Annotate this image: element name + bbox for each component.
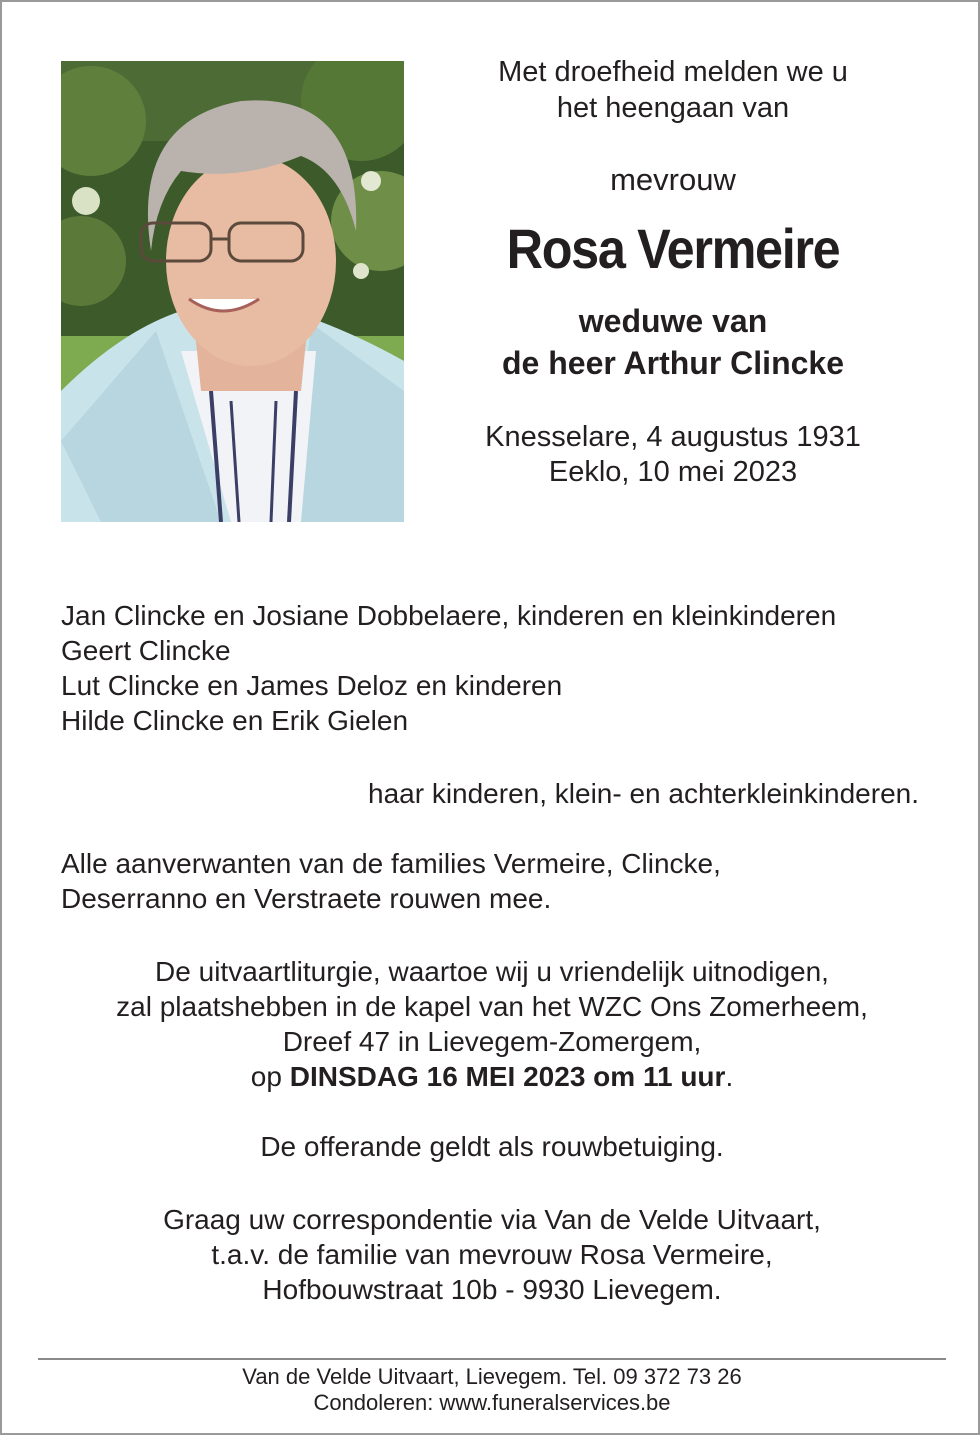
family-summary: haar kinderen, klein- en achterkleinkinderen. bbox=[368, 778, 919, 809]
announcement-header bbox=[432, 54, 914, 490]
intro-line-1: Met droefheid melden we u bbox=[498, 56, 848, 88]
correspondence-line-2: t.a.v. de familie van mevrouw Rosa Vermeire, bbox=[211, 1239, 773, 1270]
portrait-photo bbox=[61, 61, 404, 522]
spouse-line-1: weduwe van bbox=[578, 303, 768, 339]
family-line: Lut Clincke en James Deloz en kinderen bbox=[61, 670, 563, 701]
footer-divider bbox=[38, 1358, 946, 1360]
funeral-date: DINSDAG 16 MEI 2023 om 11 uur bbox=[289, 1061, 726, 1092]
death-date: Eeklo, 10 mei 2023 bbox=[548, 456, 798, 488]
correspondence-address bbox=[42, 1202, 942, 1307]
funeral-line-2: zal plaatshebben in de kapel van het WZC Ons Zomerheem, bbox=[116, 991, 868, 1022]
funeral-line-3: Dreef 47 in Lievegem-Zomergem, bbox=[282, 1026, 702, 1057]
deceased-name: Rosa Vermeire bbox=[506, 217, 840, 280]
footer-condolence-link[interactable]: Condoleren: www.funeralservices.be bbox=[313, 1390, 671, 1415]
birth-date: Knesselare, 4 augustus 1931 bbox=[485, 421, 861, 453]
funeral-date-suffix: . bbox=[725, 1061, 734, 1092]
family-line: Jan Clincke en Josiane Dobbelaere, kinderen en kleinkinderen bbox=[61, 600, 837, 631]
footer-contact: Van de Velde Uitvaart, Lievegem. Tel. 09 372 73 26 bbox=[242, 1364, 742, 1389]
funeral-details bbox=[42, 954, 942, 1094]
intro-line-2: het heengaan van bbox=[556, 92, 790, 124]
offering-note: De offerande geldt als rouwbetuiging. bbox=[260, 1131, 724, 1162]
spouse-line-2: de heer Arthur Clincke bbox=[501, 345, 844, 381]
relatives-line-2: Deserranno en Verstraete rouwen mee. bbox=[61, 883, 552, 914]
relatives-text bbox=[61, 846, 919, 916]
life-dates bbox=[432, 420, 914, 490]
funeral-line-1: De uitvaartliturgie, waartoe wij u vriendelijk uitnodigen, bbox=[155, 956, 829, 987]
relatives-line-1: Alle aanverwanten van de families Vermeire, Clincke, bbox=[61, 848, 721, 879]
family-line: Hilde Clincke en Erik Gielen bbox=[61, 705, 409, 736]
spouse-block bbox=[432, 300, 914, 384]
correspondence-line-1: Graag uw correspondentie via Van de Velde Uitvaart, bbox=[163, 1204, 821, 1235]
family-line: Geert Clincke bbox=[61, 635, 231, 666]
title-word: mevrouw bbox=[610, 162, 736, 197]
footer bbox=[42, 1364, 942, 1416]
correspondence-line-3: Hofbouwstraat 10b - 9930 Lievegem. bbox=[262, 1274, 722, 1305]
funeral-date-prefix: op bbox=[250, 1061, 290, 1092]
funeral-date-line bbox=[42, 1059, 942, 1094]
family-list bbox=[61, 598, 919, 738]
